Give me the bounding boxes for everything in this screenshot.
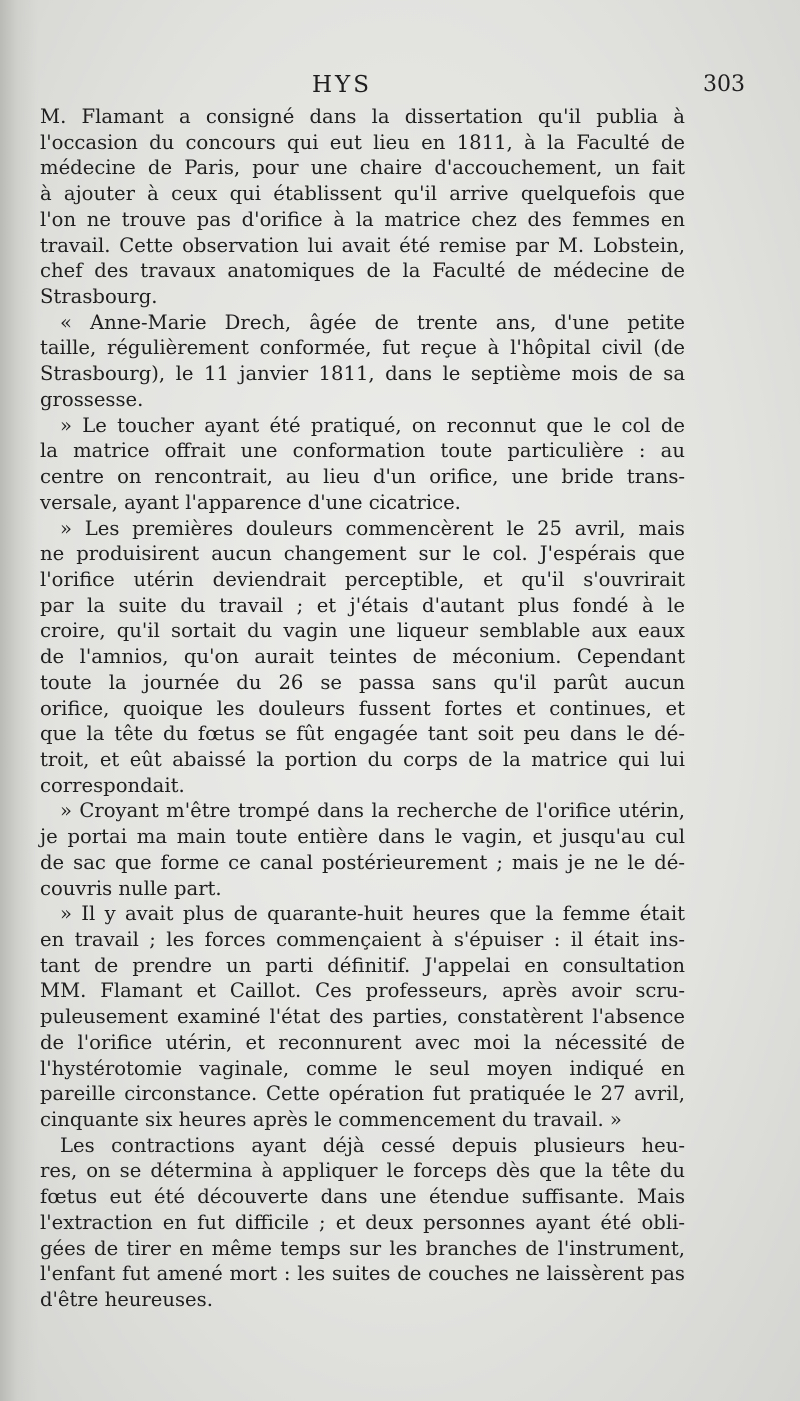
- text-line: » Le toucher ayant été pratiqué, on reconnut que le col de: [60, 413, 685, 437]
- text-line: ne produisirent aucun changement sur le col. J'espérais que: [40, 542, 685, 566]
- text-line: res, on se détermina à appliquer le forceps dès que la tête du: [40, 1159, 685, 1183]
- text-line: Les contractions ayant déjà cessé depuis plusieurs heu-: [60, 1133, 685, 1157]
- text-line: que la tête du fœtus se fût engagée tant soit peu dans le dé-: [40, 722, 685, 746]
- text-line: versale, ayant l'apparence d'une cicatrice.: [40, 490, 461, 514]
- text-line: pareille circonstance. Cette opération fut pratiquée le 27 avril,: [40, 1082, 685, 1106]
- spine-shadow: [0, 0, 38, 1401]
- text-line: tant de prendre un parti définitif. J'appelai en consultation: [40, 953, 685, 977]
- text-line: cinquante six heures après le commencement du travail. »: [40, 1108, 622, 1132]
- page-number: 303: [703, 72, 745, 97]
- text-line: l'enfant fut amené mort : les suites de couches ne laissèrent pas: [40, 1262, 685, 1286]
- text-line: » Croyant m'être trompé dans la recherche de l'orifice utérin,: [60, 799, 685, 823]
- text-line: troit, et eût abaissé la portion du corps de la matrice qui lui: [40, 747, 685, 771]
- text-line: couvris nulle part.: [40, 876, 222, 900]
- text-line: chef des travaux anatomiques de la Faculté de médecine de: [40, 259, 685, 283]
- text-line: médecine de Paris, pour une chaire d'accouchement, un fait: [40, 156, 685, 180]
- text-line: taille, régulièrement conformée, fut reçue à l'hôpital civil (de: [40, 336, 685, 360]
- text-line: l'occasion du concours qui eut lieu en 1811, à la Faculté de: [40, 130, 685, 154]
- text-line: correspondait.: [40, 773, 185, 797]
- text-line: puleusement examiné l'état des parties, constatèrent l'absence: [40, 1005, 685, 1029]
- text-line: » Les premières douleurs commencèrent le 25 avril, mais: [60, 516, 685, 540]
- text-line: croire, qu'il sortait du vagin une liqueur semblable aux eaux: [40, 619, 685, 643]
- text-line: Strasbourg), le 11 janvier 1811, dans le septième mois de sa: [40, 362, 685, 386]
- paragraph: [40, 516, 685, 799]
- text-line: M. Flamant a consigné dans la dissertation qu'il publia à: [40, 105, 685, 128]
- text-line: l'hystérotomie vaginale, comme le seul moyen indiqué en: [40, 1056, 685, 1080]
- paragraph: [40, 310, 685, 413]
- text-line: l'on ne trouve pas d'orifice à la matrice chez des femmes en: [40, 207, 685, 231]
- text-line: je portai ma main toute entière dans le vagin, et jusqu'au cul: [40, 825, 685, 849]
- text-line: de sac que forme ce canal postérieurement ; mais je ne le dé-: [40, 850, 685, 874]
- text-line: grossesse.: [40, 387, 144, 411]
- paragraph: [40, 1133, 685, 1313]
- text-line: d'être heureuses.: [40, 1288, 213, 1312]
- text-line: centre on rencontrait, au lieu d'un orifice, une bride trans-: [40, 465, 685, 489]
- paragraph: [40, 798, 685, 901]
- text-line: de l'orifice utérin, et reconnurent avec moi la nécessité de: [40, 1030, 685, 1054]
- text-line: l'extraction en fut difficile ; et deux personnes ayant été obli-: [40, 1210, 685, 1234]
- body-text: [40, 104, 685, 1313]
- text-line: l'orifice utérin deviendrait perceptible, et qu'il s'ouvrirait: [40, 567, 685, 591]
- page-header: [0, 72, 800, 106]
- paragraph: [40, 413, 685, 516]
- text-line: travail. Cette observation lui avait été remise par M. Lobstein,: [40, 233, 685, 257]
- text-line: la matrice offrait une conformation toute particulière : au: [40, 439, 685, 463]
- text-line: fœtus eut été découverte dans une étendue suffisante. Mais: [40, 1185, 685, 1209]
- text-line: Strasbourg.: [40, 285, 158, 309]
- text-line: par la suite du travail ; et j'étais d'autant plus fondé à le: [40, 593, 685, 617]
- text-line: à ajouter à ceux qui établissent qu'il arrive quelquefois que: [40, 182, 685, 206]
- text-line: toute la journée du 26 se passa sans qu'il parût aucun: [40, 670, 685, 694]
- text-line: de l'amnios, qu'on aurait teintes de méconium. Cependant: [40, 645, 685, 669]
- running-head: HYS: [312, 72, 372, 98]
- text-line: gées de tirer en même temps sur les branches de l'instrument,: [40, 1236, 685, 1260]
- paragraph: [40, 104, 685, 310]
- text-line: MM. Flamant et Caillot. Ces professeurs, après avoir scru-: [40, 979, 685, 1003]
- text-line: en travail ; les forces commençaient à s'épuiser : il était ins-: [40, 928, 685, 951]
- text-line: » Il y avait plus de quarante-huit heures que la femme était: [60, 902, 685, 926]
- paragraph: [40, 901, 685, 1132]
- text-line: « Anne-Marie Drech, âgée de trente ans, d'une petite: [60, 310, 685, 334]
- text-line: orifice, quoique les douleurs fussent fortes et continues, et: [40, 696, 685, 720]
